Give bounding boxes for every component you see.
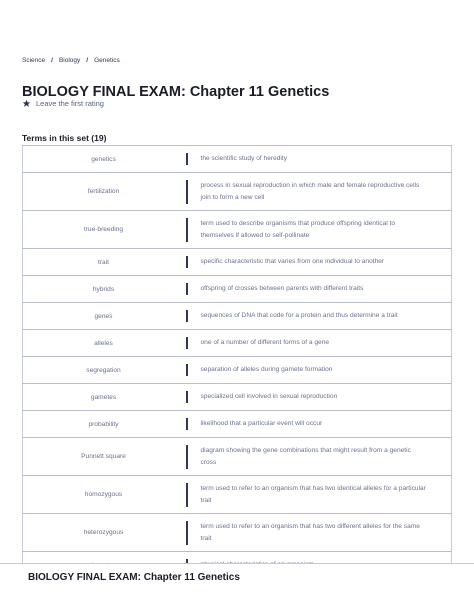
- term-row: [22, 276, 452, 303]
- term-text: segregation: [86, 366, 121, 374]
- term-row: [22, 146, 452, 173]
- definition-text: one of a number of different forms of a gene: [200, 339, 330, 347]
- definition-text: likelihood that a particular event will occur: [200, 420, 323, 428]
- footer-title: BIOLOGY FINAL EXAM: Chapter 11 Genetics: [28, 572, 240, 583]
- breadcrumb-separator: /: [86, 57, 89, 64]
- term-row: [22, 476, 452, 514]
- term-text: alleles: [94, 339, 113, 347]
- definition-text: process in sexual reproduction in which male and female reproductive cells join to form a new cell: [200, 182, 420, 201]
- term-row: [22, 330, 452, 357]
- breadcrumb-science[interactable]: Science: [22, 57, 46, 64]
- term-text: genes: [94, 312, 113, 320]
- rating-label: Leave the first rating: [36, 99, 104, 108]
- term-row: [22, 384, 452, 411]
- term-divider: [186, 180, 188, 204]
- term-divider: [186, 445, 188, 469]
- term-text: heterozygous: [83, 529, 124, 536]
- term-divider: [186, 521, 188, 545]
- breadcrumb-biology[interactable]: Biology: [58, 57, 81, 64]
- definition-text: specific characteristic that varies from one individual to another: [200, 258, 385, 266]
- definition-text: term used to refer to an organism that has two identical alleles for a particular trait: [200, 485, 426, 504]
- term-text: Punnett square: [81, 453, 126, 460]
- page-footer: [0, 563, 474, 614]
- definition-text: sequences of DNA that code for a protein and thus determine a trait: [200, 312, 398, 320]
- term-text: probability: [88, 420, 119, 428]
- term-text: gametes: [90, 393, 117, 401]
- term-row: [22, 514, 452, 552]
- definition-text: specialized cell involved in sexual reproduction: [200, 393, 338, 401]
- definition-text: separation of alleles during gamete formation: [200, 366, 333, 374]
- term-divider: [186, 283, 188, 295]
- term-row: [22, 249, 452, 276]
- breadcrumb-separator: /: [51, 57, 53, 64]
- term-divider: [186, 310, 188, 322]
- definition-text: the scientific study of heredity: [200, 155, 287, 163]
- term-row: [22, 357, 452, 384]
- term-divider: [186, 218, 188, 242]
- breadcrumb: [22, 57, 120, 64]
- definition-text: offspring of crosses between parents with different traits: [200, 285, 364, 293]
- page-title: BIOLOGY FINAL EXAM: Chapter 11 Genetics: [22, 83, 330, 100]
- term-divider: [186, 153, 188, 165]
- term-text: homozygous: [84, 491, 123, 498]
- term-text: true-breeding: [83, 226, 124, 233]
- term-row: [22, 411, 452, 438]
- definition-text: term used to describe organisms that produce offspring identical to themselves if allowed to self-pollinate: [200, 220, 395, 239]
- term-divider: [186, 391, 188, 403]
- term-row: [22, 438, 452, 476]
- definition-text: term used to refer to an organism that has two different alleles for the same trait: [200, 523, 420, 542]
- rating-link[interactable]: [22, 99, 104, 108]
- term-text: fertilization: [87, 188, 120, 195]
- term-text: hybrids: [92, 285, 115, 293]
- term-divider: [186, 364, 188, 376]
- term-divider: [186, 256, 188, 268]
- terms-heading: Terms in this set (19): [22, 133, 107, 144]
- term-divider: [186, 418, 188, 430]
- term-row: [22, 173, 452, 211]
- definition-text: diagram showing the gene combinations that might result from a genetic cross: [200, 447, 411, 466]
- terms-table: [22, 145, 452, 579]
- term-row: [22, 211, 452, 249]
- term-text: genetics: [91, 155, 116, 163]
- term-divider: [186, 483, 188, 507]
- term-row: [22, 303, 452, 330]
- term-text: trait: [98, 258, 109, 266]
- star-icon: [22, 99, 31, 108]
- term-divider: [186, 337, 188, 349]
- breadcrumb-genetics[interactable]: Genetics: [94, 57, 120, 64]
